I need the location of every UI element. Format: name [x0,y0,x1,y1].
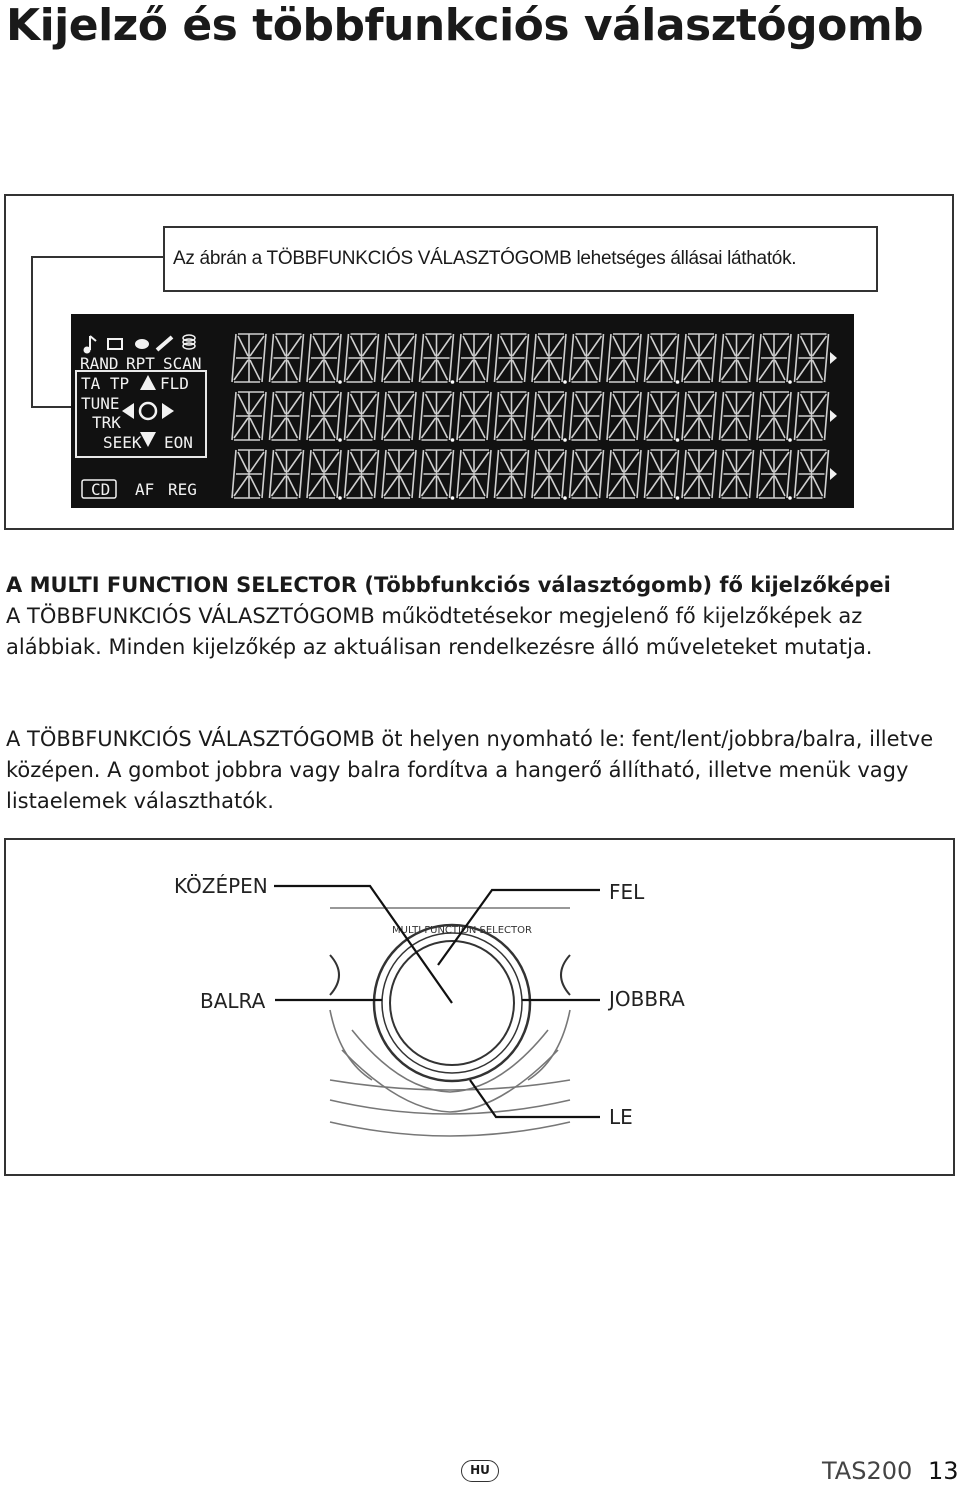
language-badge: HU [461,1460,499,1482]
section-paragraph-2: A TÖBBFUNKCIÓS VÁLASZTÓGOMB öt helyen nyomható le: fent/lent/jobbra/balra, illetve középen. A gombot jobbra vagy balra fordítva a hangerő állítható, illetve menük vagy listaelemek választhatók. [6,727,934,813]
label-right: JOBBRA [609,987,685,1011]
section-para1-text: A TÖBBFUNKCIÓS VÁLASZTÓGOMB működtetésekor megjelenő fő kijelzőképek az alábbiak. Minden kijelzőkép az aktuálisan rendelkezésre álló műveleteket mutatja. [6,604,873,659]
lcd-label-reg: REG [168,480,197,499]
lcd-label-ta-tp: TA TP [81,374,130,393]
lcd-label-cd: CD [91,480,111,499]
page-number: 13 [928,1457,959,1485]
lcd-label-tune: TUNE [81,394,120,413]
label-left: BALRA [200,989,266,1013]
page-title: Kijelző és többfunkciós választógomb [6,0,924,51]
lcd-label-seek: SEEK [103,433,142,452]
label-down: LE [609,1105,633,1129]
label-center: KÖZÉPEN [174,874,268,898]
lcd-label-af: AF [135,480,155,499]
lcd-label-fld: FLD [160,374,189,393]
footer-model: TAS200 [822,1457,913,1485]
display-caption: Az ábrán a TÖBBFUNKCIÓS VÁLASZTÓGOMB lehetséges állásai láthatók. [163,226,878,292]
section-heading: A MULTI FUNCTION SELECTOR (Többfunkciós választógomb) fő kijelzőképei [6,573,891,597]
lcd-label-trk: TRK [92,413,121,432]
lcd-label-rpt: RPT [126,354,155,373]
lcd-label-eon: EON [164,433,193,452]
lcd-label-scan: SCAN [163,354,202,373]
knob-label-text: MULTI FUNCTION SELECTOR [392,925,532,936]
label-up: FEL [609,880,645,904]
lcd-label-rand: RAND [80,354,119,373]
